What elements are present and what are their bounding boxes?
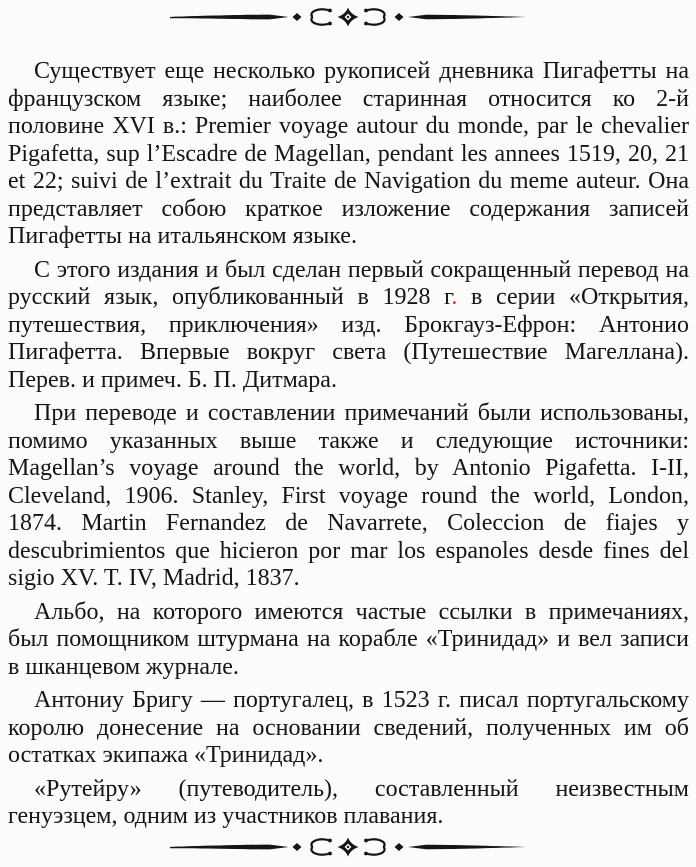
- paragraph: [8, 257, 689, 395]
- footnote-marker: .: [451, 284, 458, 310]
- paragraph: Антониу Бригу — португалец, в 1523 г. писал португальскому королю донесение на основании сведений, полученных им об остатках экипажа «Тринидад».: [8, 687, 689, 768]
- scroll-divider-icon: [170, 5, 526, 29]
- paragraph: Существует еще несколько рукописей дневника Пигафетты на французском языке; наиболее старинная относится ко 2-й половине XVI в.: Premier voyage autour du monde, par le chevalier Pigafetta, sup l’Escadre de Magellan, pendant les annees 1519, 20, 21 et 22; suivi de l’extrait du Traite de Navigation du meme auteur. Она представляет собою краткое изложение содержания записей Пигафетты на итальянском языке.: [8, 58, 689, 249]
- bottom-divider: [0, 835, 696, 859]
- paragraph-text: С этого издания и был сделан первый сокращенный перевод на русский язык, опубликованный в 1928 г: [8, 256, 689, 310]
- scroll-divider-icon: [170, 835, 526, 859]
- top-divider: [0, 0, 696, 29]
- paragraph: При переводе и составлении примечаний были использованы, помимо указанных выше также и следующие источники: Magellan’s voyage around the world, by Antonio Pigafetta. I-II, Cleveland, 1906. Stanley, First voyage round the world, London, 1874. Martin Fernandez de Navarrete, Coleccion de fiajes y descubrimientos que hicieron por mar los espanoles desde fines del sigio XV. T. IV, Madrid, 1837.: [8, 400, 689, 591]
- paragraph: «Рутейру» (путеводитель), составленный неизвестным генуэзцем, одним из участников плавания.: [8, 775, 689, 829]
- page-text: [0, 29, 696, 831]
- paragraph-text: в серии «Открытия, путешествия, приключения» изд. Брокгауз-Ефрон: Антонио Пигафетта. Впервые вокруг света (Путешествие Магеллана). Перев. и примеч. Б. П. Дитмара.: [8, 284, 689, 393]
- paragraph: Альбо, на которого имеются частые ссылки в примечаниях, был помощником штурмана на корабле «Тринидад» и вел записи в шканцевом журнале.: [8, 598, 689, 680]
